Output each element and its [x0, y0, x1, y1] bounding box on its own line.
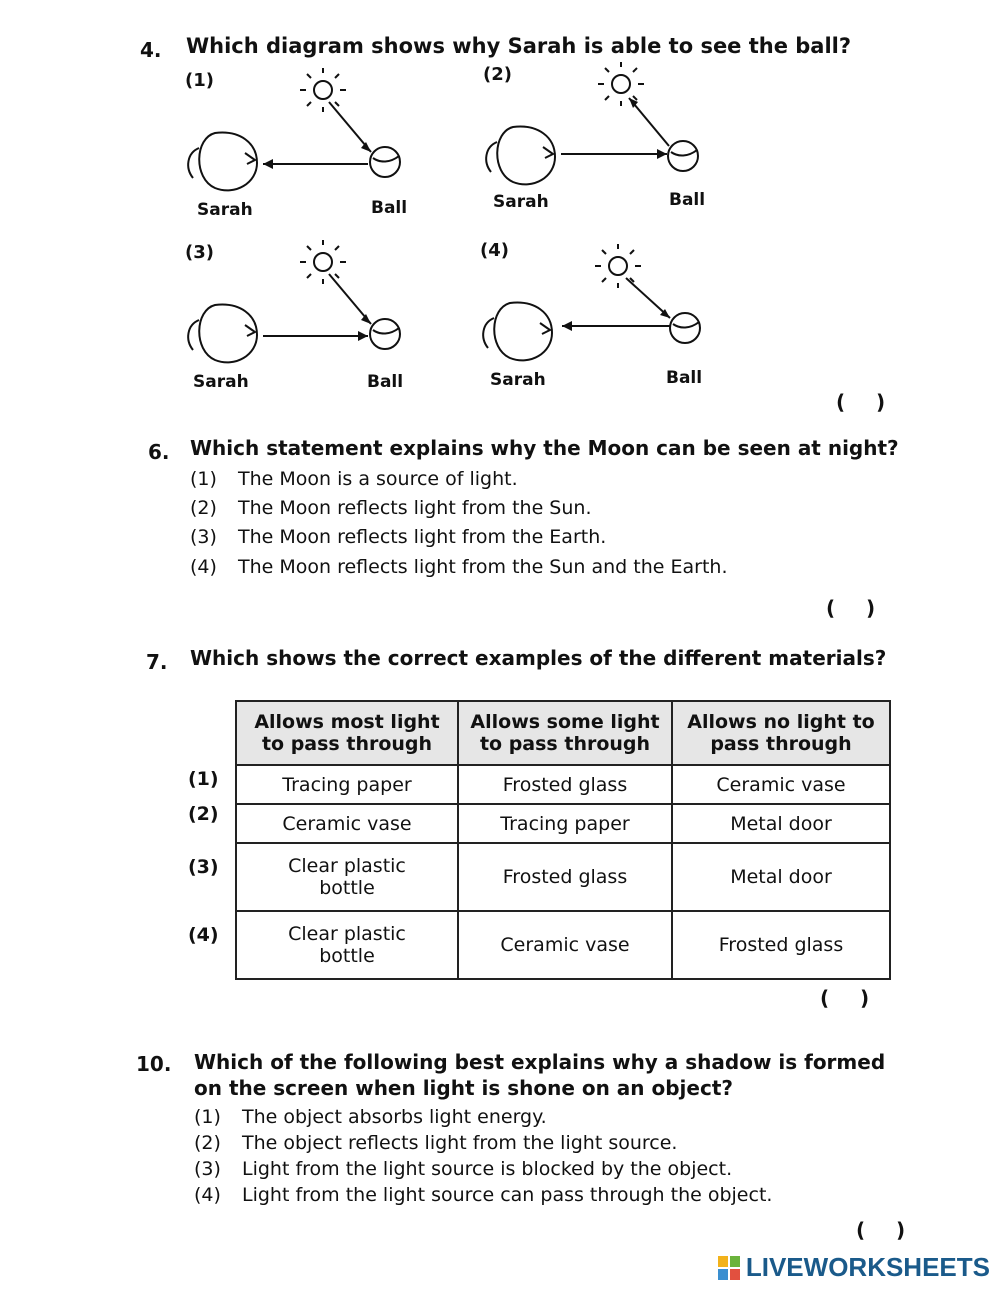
- table-cell: Frosted glass: [672, 911, 890, 979]
- caption-sarah: Sarah: [490, 370, 546, 390]
- table-cell: Clear plastic bottle: [236, 843, 458, 911]
- q7-answer-box[interactable]: ( ): [820, 986, 870, 1010]
- diagram-label: (2): [483, 64, 512, 85]
- diagram-label: (3): [185, 242, 214, 263]
- caption-sarah: Sarah: [197, 200, 253, 220]
- q10-option-1: (1) The object absorbs light energy.: [194, 1106, 547, 1128]
- q6-option-3: (3) The Moon reflects light from the Earth.: [190, 526, 607, 548]
- table-cell: Clear plastic bottle: [236, 911, 458, 979]
- caption-ball: Ball: [666, 368, 703, 388]
- header-no-light: Allows no light to pass through: [672, 701, 890, 765]
- row-label-4: (4): [188, 924, 219, 946]
- q10-answer-box[interactable]: ( ): [856, 1218, 906, 1242]
- row-label-1: (1): [188, 768, 219, 790]
- q7-question: Which shows the correct examples of the different materials?: [190, 646, 887, 670]
- logo-grid-icon: [718, 1256, 740, 1280]
- q10-option-3: (3) Light from the light source is blocked by the object.: [194, 1158, 733, 1180]
- caption-ball: Ball: [669, 190, 706, 210]
- table-cell: Frosted glass: [458, 765, 672, 804]
- q10-question-line2: on the screen when light is shone on an object?: [194, 1076, 733, 1100]
- caption-sarah: Sarah: [193, 372, 249, 392]
- q4-answer-box[interactable]: ( ): [836, 390, 886, 414]
- q10-question-line1: Which of the following best explains why a shadow is formed: [194, 1050, 886, 1074]
- q4-diagram-2: [483, 62, 743, 222]
- row-label-2: (2): [188, 803, 219, 825]
- q6-option-1: (1) The Moon is a source of light.: [190, 468, 518, 490]
- q4-diagram-4: [480, 238, 740, 398]
- q4-diagram-3: [185, 240, 445, 400]
- table-cell: Frosted glass: [458, 843, 672, 911]
- q6-number: 6.: [148, 440, 170, 464]
- caption-ball: Ball: [371, 198, 408, 218]
- q10-option-4: (4) Light from the light source can pass through the object.: [194, 1184, 773, 1206]
- q10-option-2: (2) The object reflects light from the light source.: [194, 1132, 678, 1154]
- q6-answer-box[interactable]: ( ): [826, 596, 876, 620]
- table-cell: Tracing paper: [236, 765, 458, 804]
- header-most-light: Allows most light to pass through: [236, 701, 458, 765]
- caption-sarah: Sarah: [493, 192, 549, 212]
- q6-question: Which statement explains why the Moon can be seen at night?: [190, 436, 899, 460]
- table-cell: Ceramic vase: [458, 911, 672, 979]
- liveworksheets-logo: [718, 1252, 990, 1283]
- diagram-label: (4): [480, 240, 509, 261]
- table-cell: Ceramic vase: [236, 804, 458, 843]
- q6-option-2: (2) The Moon reflects light from the Sun.: [190, 497, 592, 519]
- logo-brand-text: LIVEWORKSHEETS: [745, 1252, 990, 1282]
- table-cell: Metal door: [672, 843, 890, 911]
- caption-ball: Ball: [367, 372, 404, 392]
- row-label-3: (3): [188, 856, 219, 878]
- q4-question: Which diagram shows why Sarah is able to see the ball?: [186, 34, 852, 58]
- header-some-light: Allows some light to pass through: [458, 701, 672, 765]
- materials-table: [235, 700, 891, 980]
- table-cell: Ceramic vase: [672, 765, 890, 804]
- q6-option-4: (4) The Moon reflects light from the Sun and the Earth.: [190, 556, 728, 578]
- table-cell: Tracing paper: [458, 804, 672, 843]
- diagram-label: (1): [185, 70, 214, 91]
- q10-number: 10.: [136, 1052, 172, 1076]
- q4-number: 4.: [140, 38, 162, 62]
- table-cell: Metal door: [672, 804, 890, 843]
- q4-diagram-1: [185, 68, 445, 228]
- q7-number: 7.: [146, 650, 168, 674]
